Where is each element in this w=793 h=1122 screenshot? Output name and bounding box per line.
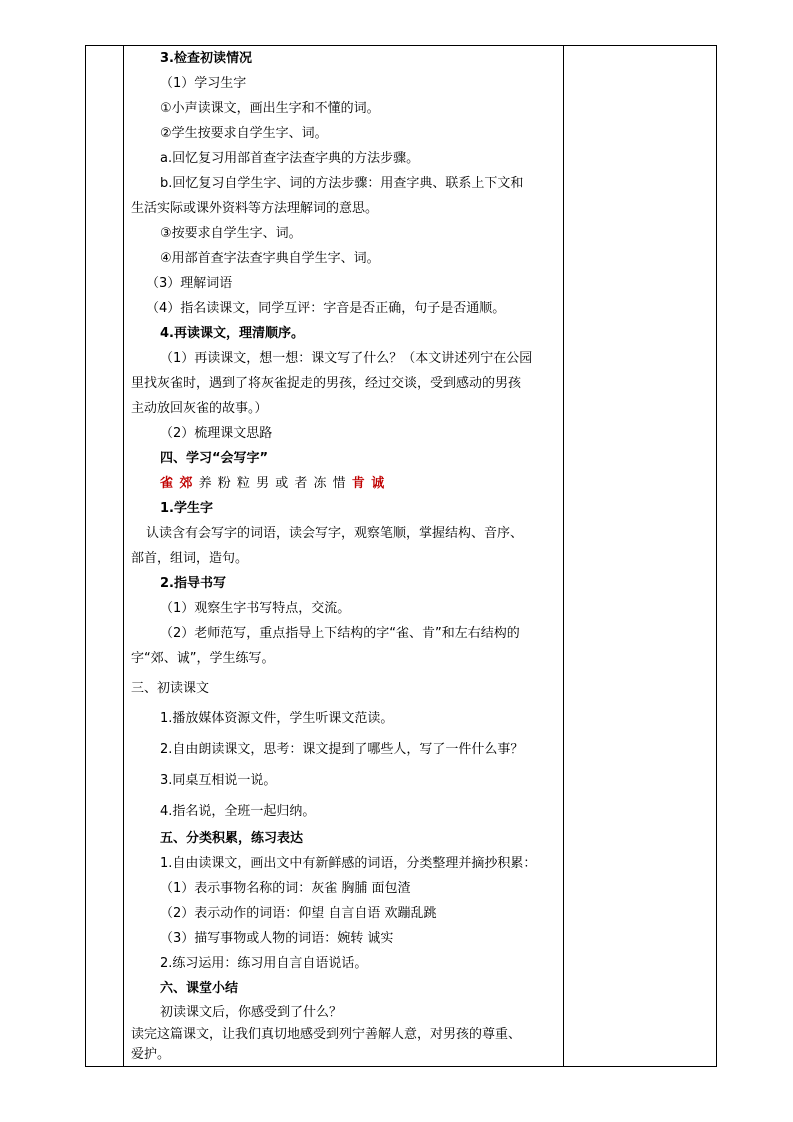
text-line: 2.自由朗读课文，思考：课文提到了哪些人，写了一件什么事？ bbox=[160, 742, 524, 757]
text-line: （2）梳理课文思路 bbox=[160, 426, 273, 441]
characters-row bbox=[160, 475, 385, 493]
text-line: 爱护。 bbox=[131, 1047, 171, 1062]
text-line: （3）理解词语 bbox=[146, 276, 233, 291]
text-line: 2.练习运用：练习用自言自语说话。 bbox=[160, 956, 368, 971]
section-5-heading: 五、分类积累，练习表达 bbox=[160, 831, 304, 846]
subheading: 2.指导书写 bbox=[160, 576, 226, 591]
text-line: ④用部首查字法查字典自学生字、词。 bbox=[160, 251, 380, 266]
text-line: （1）再读课文，想一想：课文写了什么？（本文讲述列宁在公园 bbox=[160, 351, 533, 366]
text-line: ③按要求自学生字、词。 bbox=[160, 226, 302, 241]
text-line: ②学生按要求自学生字、词。 bbox=[160, 126, 328, 141]
text-line: 4.指名说，全班一起归纳。 bbox=[160, 804, 316, 819]
text-line: （4）指名读课文，同学互评：字音是否正确，句子是否通顺。 bbox=[146, 301, 506, 316]
text-line: 字“郊、诚”，学生练写。 bbox=[131, 651, 275, 666]
section-4-heading: 四、学习“会写字” bbox=[160, 451, 269, 466]
table-divider bbox=[123, 46, 124, 1066]
subheading: 1.学生字 bbox=[160, 501, 213, 516]
text-line: 主动放回灰雀的故事。） bbox=[131, 401, 268, 416]
highlight-chars: 肯 诚 bbox=[351, 476, 386, 491]
text-line: 读完这篇课文，让我们真切地感受到列宁善解人意，对男孩的尊重、 bbox=[131, 1027, 522, 1042]
step-4-heading: 4.再读课文，理清顺序。 bbox=[160, 326, 304, 341]
text-line: （1）表示事物名称的词：灰雀 胸脯 面包渣 bbox=[160, 881, 411, 896]
text-line: 初读课文后，你感受到了什么？ bbox=[160, 1005, 343, 1020]
text-line: （1）观察生字书写特点，交流。 bbox=[160, 601, 351, 616]
highlight-chars: 雀 郊 bbox=[160, 476, 194, 491]
text-line: 部首，组词，造句。 bbox=[131, 551, 249, 566]
text-line: 3.同桌互相说一说。 bbox=[160, 773, 277, 788]
section-3-heading: 三、初读课文 bbox=[131, 681, 210, 696]
text-line: b.回忆复习自学生字、词的方法步骤：用查字典、联系上下文和 bbox=[160, 176, 524, 191]
text-line: a.回忆复习用部首查字法查字典的方法步骤。 bbox=[160, 151, 420, 166]
step-3-heading: 3.检查初读情况 bbox=[160, 51, 252, 66]
text-line: 1.播放媒体资源文件，学生听课文范读。 bbox=[160, 711, 394, 726]
plain-chars: 养 粉 粒 男 或 者 冻 惜 bbox=[198, 476, 347, 491]
text-line: 生活实际或课外资料等方法理解词的意思。 bbox=[131, 201, 379, 216]
text-line: 认读含有会写字的词语，读会写字，观察笔顺，掌握结构、音序、 bbox=[146, 526, 524, 541]
text-line: （2）老师范写，重点指导上下结构的字“雀、肯”和左右结构的 bbox=[160, 626, 520, 641]
section-6-heading: 六、课堂小结 bbox=[160, 981, 239, 996]
text-line: （2）表示动作的词语：仰望 自言自语 欢蹦乱跳 bbox=[160, 906, 437, 921]
text-line: （1）学习生字 bbox=[160, 76, 247, 91]
text-line: 里找灰雀时，遇到了将灰雀捉走的男孩，经过交谈，受到感动的男孩 bbox=[131, 376, 522, 391]
text-line: ①小声读课文，画出生字和不懂的词。 bbox=[160, 101, 380, 116]
text-line: （3）描写事物或人物的词语：婉转 诚实 bbox=[160, 931, 394, 946]
text-line: 1.自由读课文，画出文中有新鲜感的词语，分类整理并摘抄积累： bbox=[160, 856, 537, 871]
table-divider bbox=[563, 46, 564, 1066]
